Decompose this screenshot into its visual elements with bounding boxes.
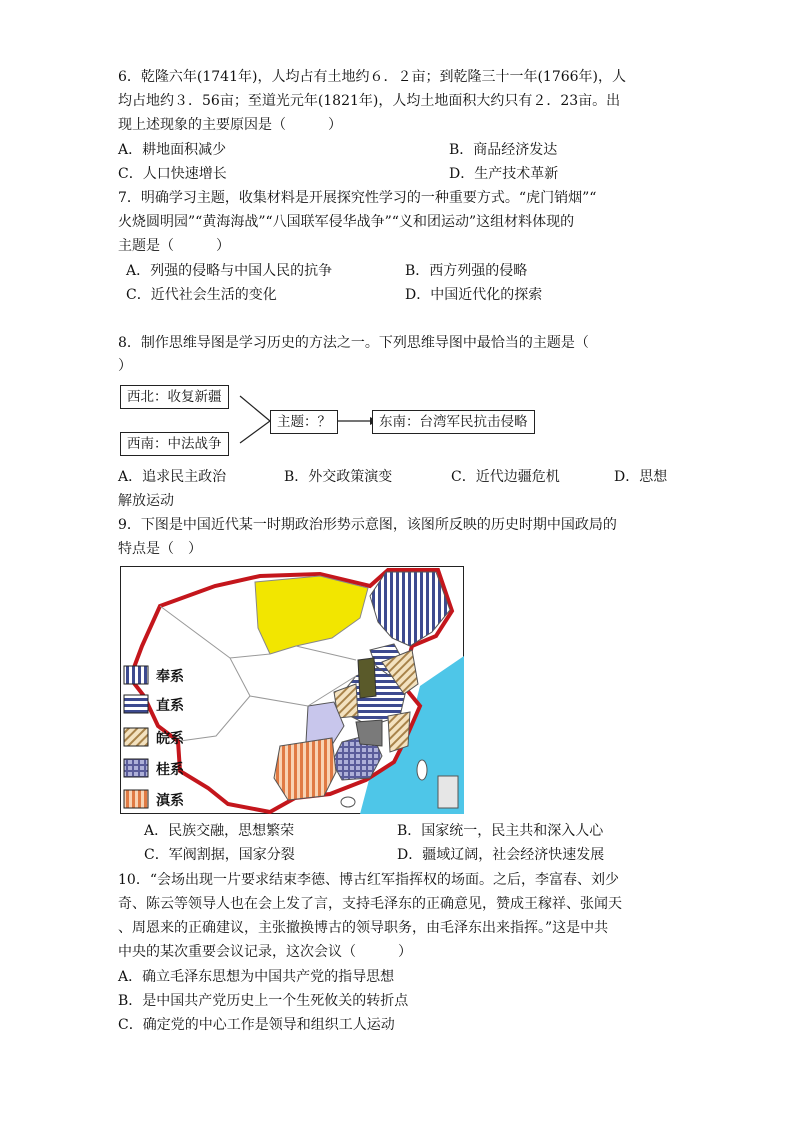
q8-line-1: 8．制作思维导图是学习历史的方法之一。下列思维导图中最恰当的主题是（ (118, 335, 589, 351)
q8-option-d-continued: 解放运动 (118, 493, 174, 509)
q6-option-a[interactable]: A．耕地面积减少 (118, 142, 227, 158)
q9-line-1: 9．下图是中国近代某一时期政治形势示意图，该图所反映的历史时期中国政局的 (118, 517, 617, 533)
q8-line-2: ） (118, 358, 132, 374)
q6-option-d[interactable]: D．生产技术革新 (449, 166, 559, 182)
q9-option-b[interactable]: B．国家统一，民主共和深入人心 (397, 823, 604, 839)
q8-option-d[interactable]: D．思想 (614, 469, 668, 485)
mind-map-node-southwest: 西南：中法战争 (120, 432, 229, 456)
q7-line-2: 火烧圆明园”“黄海海战”“八国联军侵华战争”“义和团运动”这组材料体现的 (118, 214, 575, 230)
q7-option-c[interactable]: C．近代社会生活的变化 (126, 287, 277, 303)
q7-line-3: 主题是（ ） (118, 238, 230, 254)
q7-option-d[interactable]: D．中国近代化的探索 (405, 287, 543, 303)
legend-guixi: 桂系 (156, 762, 184, 778)
q10-option-c[interactable]: C．确定党的中心工作是领导和组织工人运动 (118, 1017, 395, 1033)
q7-line-1: 7．明确学习主题，收集材料是开展探究性学习的一种重要方式。“虎门销烟”“ (118, 190, 597, 206)
q9-option-d[interactable]: D．疆域辽阔，社会经济快速发展 (397, 847, 605, 863)
q6-option-c[interactable]: C．人口快速增长 (118, 166, 227, 182)
q10-line-2: 奇、陈云等领导人也在会上发了言，支持毛泽东的正确意见，赞成王稼祥、张闻天 (118, 896, 622, 912)
q8-option-a[interactable]: A．追求民主政治 (118, 469, 227, 485)
legend-dianxi: 滇系 (156, 793, 184, 809)
mind-map-node-northwest: 西北：收复新疆 (120, 385, 229, 409)
q10-line-3: 、周恩来的正确建议，主张撤换博古的领导职务，由毛泽东出来指挥。”这是中共 (118, 920, 609, 936)
mind-map-node-center: 主题：？ (270, 410, 338, 434)
q10-option-a[interactable]: A．确立毛泽东思想为中国共产党的指导思想 (118, 969, 395, 985)
q8-option-b[interactable]: B．外交政策演变 (284, 469, 393, 485)
legend-fengxi: 奉系 (156, 669, 184, 685)
shanxi-region (358, 658, 376, 698)
q9-option-a[interactable]: A．民族交融，思想繁荣 (144, 823, 295, 839)
q9-option-c[interactable]: C．军阀割据，国家分裂 (144, 847, 295, 863)
q7-option-a[interactable]: A．列强的侵略与中国人民的抗争 (126, 263, 333, 279)
q7-option-b[interactable]: B．西方列强的侵略 (405, 263, 528, 279)
q6-line-2: 均占地约３．56亩；至道光元年(1821年)，人均土地面积大约只有２．23亩。出 (118, 93, 621, 109)
q6-line-3: 现上述现象的主要原因是（ ） (118, 117, 342, 133)
legend-wanxi: 皖系 (156, 731, 184, 747)
q10-line-1: 10．“会场出现一片要求结束李德、博古红军指挥权的场面。之后，李富春、刘少 (118, 872, 619, 888)
dianxi-region (274, 738, 336, 800)
q6-option-b[interactable]: B．商品经济发达 (449, 142, 558, 158)
legend-zhixi: 直系 (156, 698, 184, 714)
q10-option-b[interactable]: B．是中国共产党历史上一个生死攸关的转折点 (118, 993, 409, 1009)
q9-line-2: 特点是（ ） (118, 541, 202, 557)
mind-map-node-southeast: 东南：台湾军民抗击侵略 (372, 410, 535, 434)
q10-line-4: 中央的某次重要会议记录，这次会议（ ） (118, 944, 412, 960)
q8-option-c[interactable]: C．近代边疆危机 (451, 469, 560, 485)
q6-line-1: 6．乾隆六年(1741年)，人均占有土地约６．２亩；到乾隆三十一年(1766年)，人 (118, 69, 627, 85)
